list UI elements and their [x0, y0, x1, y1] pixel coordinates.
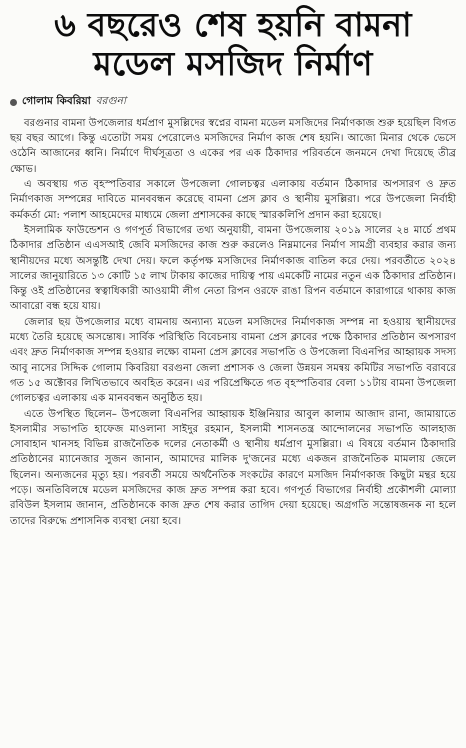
- article-paragraph-1: বরগুনার বামনা উপজেলার ধর্মপ্রাণ মুসল্লিদের স্বপ্নের বামনা মডেল মসজিদের নির্মাণকাজ শুরু হয়েছিল বিগত ছয় বছর আগে। কিন্তু এতোটা সময় পেরোলেও মসজিদের নির্মাণ কাজ শেষ হয়নি। আজো মিনার থেকে ভেসে ওঠেনি আজানের ধ্বনি। নির্মাণে দীর্ঘসূত্রতা ও একের পর এক ঠিকাদার পরিবর্তনে জনমনে দেখা দিয়েছে তীব্র ক্ষোভ।: [10, 117, 456, 175]
- byline-location: বরগুনা: [95, 94, 126, 107]
- article-headline: [10, 6, 456, 84]
- byline: [10, 94, 456, 114]
- article-paragraph-2: এ অবস্থায় গত বৃহস্পতিবার সকালে উপজেলা গোলচত্বর এলাকায় বর্তমান ঠিকাদার অপসারণ ও দ্রুত নির্মাণকাজ সম্পন্নের দাবিতে মানববন্ধন করেছে বামনা প্রেস ক্লাব ও স্থানীয় মুসল্লিরা। পরে উপজেলা নির্বাহী কর্মকর্তা মো: পলাশ আহমেদের মাধ্যমে জেলা প্রশাসকের কাছে স্মারকলিপি প্রদান করা হয়েছে।: [10, 179, 456, 221]
- article-paragraph-5: এতে উপস্থিত ছিলেন– উপজেলা বিএনপির আহ্বায়ক ইঞ্জিনিয়ার আবুল কালাম আজাদ রানা, জামায়াতে ইসলামীর সভাপতি হাফেজ মাওলানা সাইদুর রহমান, ইসলামী শাসনতন্ত্র আন্দোলনের সভাপতি আলহাজ সোবাহান খানসহ বিভিন্ন রাজনৈতিক দলের নেতাকর্মী ও স্থানীয় ধর্মপ্রাণ মুসল্লিরা। এ বিষয়ে বর্তমান ঠিকাদারি প্রতিষ্ঠানের ম্যানেজার সুজন জানান, আমাদের মালিক দু'জনের মধ্যে একজন রাজনৈতিক মামলায় জেলে ছিলেন। অন্যজনের মৃত্যু হয়। পরবর্তী সময়ে অর্থনৈতিক সংকটের কারণে মসজিদ নির্মাণকাজ কিছুটা মন্থর হয়ে পড়ে। অনতিবিলম্বে মডেল মসজিদের কাজ দ্রুত সম্পন্ন করা হবে। গণপূর্ত বিভাগের নির্বাহী প্রকৌশলী মোল্যা রবিউল ইসলাম জানান, প্রতিষ্ঠানকে কাজ দ্রুত শেষ করার তাগিদ দেয়া হয়েছে। অগ্রগতি সন্তোষজনক না হলে তাদের বিরুদ্ধে প্রশাসনিক ব্যবস্থা নেয়া হবে।: [10, 408, 456, 527]
- bullet-icon: [10, 99, 17, 106]
- article-paragraph-3: ইসলামিক ফাউন্ডেশন ও গণপূর্ত বিভাগের তথ্য অনুযায়ী, বামনা উপজেলায় ২০১৯ সালের ২৪ মার্চে প্রথম ঠিকাদার প্রতিষ্ঠান এএসআই জেবি মসজিদের কাজ শুরু করলেও নিম্নমানের নির্মাণ সামগ্রী ব্যবহার করার জন্য স্থানীয়দের মধ্যে অসন্তুষ্টি দেখা দেয়। ফলে কর্তৃপক্ষ মসজিদের নির্মাণকাজ বাতিল করে দেয়। পরবর্তীতে ২০২৪ সালের জানুয়ারিতে ১৩ কোটি ১৫ লাখ টাকায় কাজের দায়িত্ব পায় এমকেটি নামের নতুন এক ঠিকাদার প্রতিষ্ঠান। কিন্তু ওই প্রতিষ্ঠানের স্বত্বাধিকারী আওয়ামী লীগ নেতা রিপন ওরফে রাঙা রিপন বর্তমানে কারাগারে থাকায় কাজ আবারো বন্ধ হয়ে যায়।: [10, 224, 456, 313]
- article-paragraph-4: জেলার ছয় উপজেলার মধ্যে বামনায় অন্যান্য মডেল মসজিদের নির্মাণকাজ সম্পন্ন না হওয়ায় স্থানীয়দের মধ্যে তৈরি হয়েছে অসন্তোষ। সার্বিক পরিস্থিতি বিবেচনায় বামনা প্রেস ক্লাবের পক্ষে ঠিকাদার প্রতিষ্ঠান অপসারণ এবং দ্রুত নির্মাণকাজ সম্পন্ন হওয়ার লক্ষ্যে বামনা প্রেস ক্লাবের সভাপতি ও উপজেলা বিএনপির আহ্বায়ক সদস্য আবু নাসের সিদ্দিক গোলাম কিবরিয়া বরগুনা জেলা প্রশাসক ও জেলা উন্নয়ন সমন্বয় কমিটির সভাপতি বরাবরে গত ১৫ অক্টোবর লিখিতভাবে অবহিত করেন। এর পরিপ্রেক্ষিতে গত বৃহস্পতিবার বেলা ১১টায় বামনা উপজেলা গোলচত্বর এলাকায় এক মানববন্ধন অনুষ্ঠিত হয়।: [10, 316, 456, 405]
- article-body: [10, 116, 456, 529]
- headline-line-2: মডেল মসজিদ নির্মাণ: [93, 43, 373, 83]
- byline-author: গোলাম কিবরিয়া: [22, 94, 91, 107]
- headline-line-1: ৬ বছরেও শেষ হয়নি বামনা: [54, 5, 412, 44]
